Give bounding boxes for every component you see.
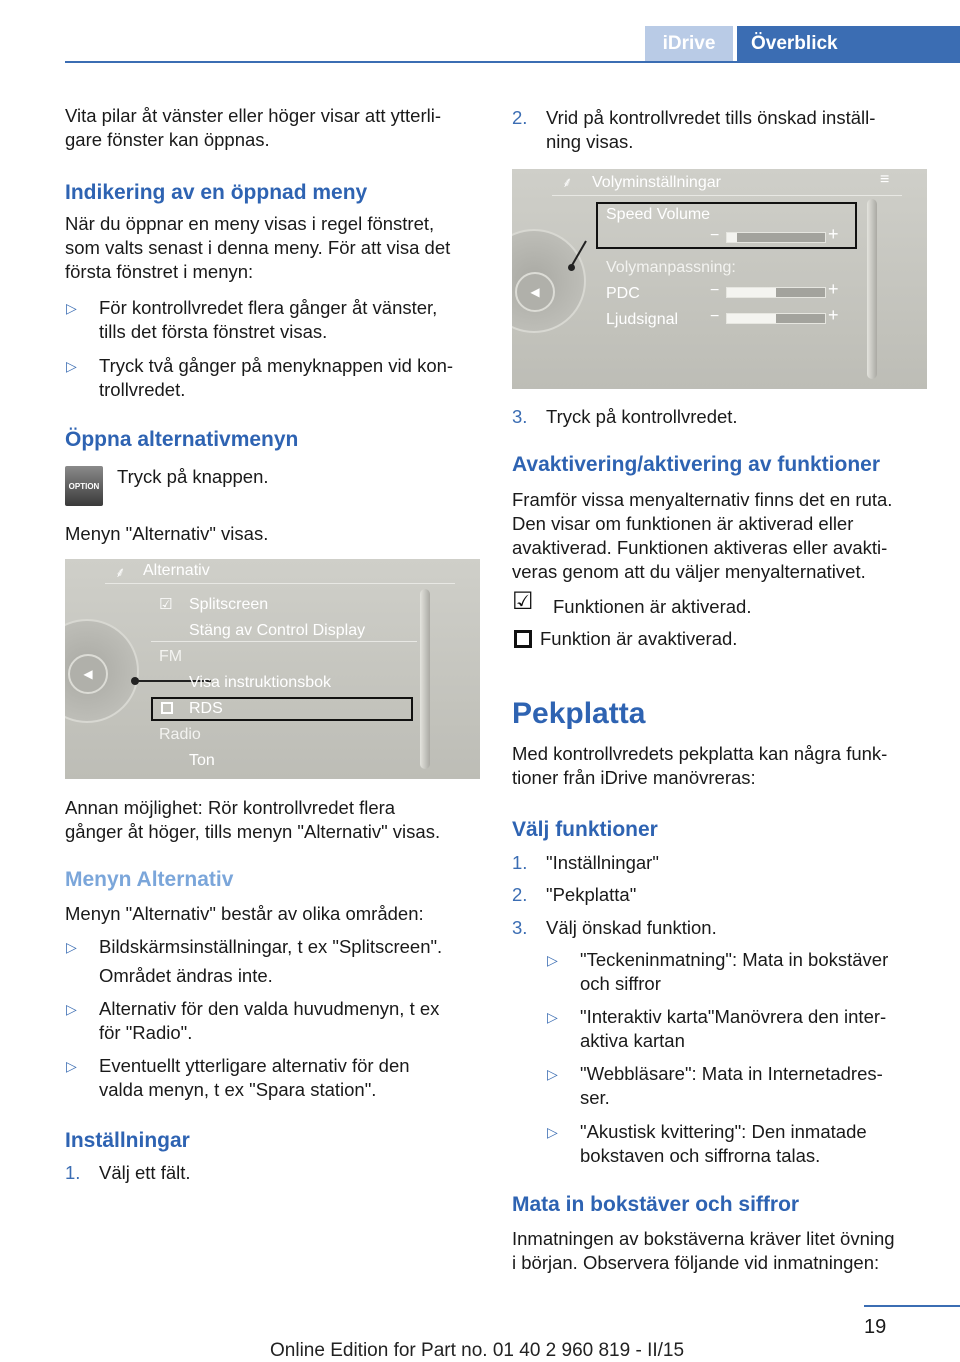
menyn-text: Menyn "Alternativ" består av olika områden: [65, 903, 424, 924]
menu-icon: ≡ [880, 171, 890, 188]
checked-box-icon: ☑ [512, 588, 534, 615]
setting-label: PDC [606, 285, 640, 302]
scrollbar [867, 199, 877, 379]
numbered-item: 1. "Inställningar" [512, 852, 659, 873]
header-tab-idrive: iDrive [645, 26, 733, 62]
menu-item: Visa instruktionsbok [189, 674, 331, 691]
numbered-item: 1. Välj ett fält. [65, 1162, 191, 1183]
unchecked-box-icon [514, 630, 532, 648]
numbered-item: 2. "Pekplatta" [512, 884, 637, 905]
numbered-item: 3. Välj önskad funktion. [512, 917, 717, 938]
setting-label: Ljudsignal [606, 311, 679, 328]
list-item: ▷ Tryck två gånger på menyknappen vid kon- trollvredet. [66, 355, 454, 400]
item-number: 1. [65, 1162, 81, 1183]
triangle-bullet-icon: ▷ [547, 1124, 558, 1140]
volume-slider [726, 232, 826, 243]
heading-valj-funktioner: Välj funktioner [512, 818, 658, 841]
annan-text: Annan möjlighet: Rör kontrollvredet flera gånger åt höger, tills menyn "Alternativ" visas. [65, 797, 441, 842]
list-item: ▷ "Teckeninmatning": Mata in bokstäver och siffror [547, 949, 889, 994]
list-item: ▷ För kontrollvredet flera gånger åt vänster, tills det första fönstret visas. [66, 297, 438, 342]
heading-installningar: Inställningar [65, 1129, 190, 1152]
item-number: 3. [512, 917, 528, 938]
list-item: ▷ "Interaktiv karta"Manövrera den inter- aktiva kartan [547, 1006, 887, 1051]
option-button-label: OPTION [68, 481, 100, 491]
list-item: ▷ Bildskärmsinställningar, t ex "Splitscreen". [66, 936, 443, 957]
heading-indikering: Indikering av en öppnad meny [65, 181, 368, 204]
numbered-item: 2. Vrid på kontrollvredet tills önskad inställ- ning visas. [512, 107, 876, 152]
heading-mata-in: Mata in bokstäver och siffror [512, 1193, 800, 1216]
avaktivering-text: Framför vissa menyalternativ finns det en ruta. Den visar om funktionen är aktiverad eller avaktiverad. Funktionen aktiveras eller avakti- veras genom att du väljer menyalternativet. [512, 489, 893, 582]
section-label: Volymanpassning: [606, 259, 736, 276]
list-item: ▷ Eventuellt ytterligare alternativ för den valda menyn, t ex "Spara station". [66, 1055, 410, 1100]
screen-title: Volyminställningar [592, 174, 721, 191]
avaktiv-text: Funktion är avaktiverad. [540, 628, 738, 649]
chevron-left-icon: ◀ [515, 272, 555, 312]
option-button-icon [65, 466, 103, 506]
plus-icon: + [828, 305, 839, 325]
triangle-bullet-icon: ▷ [66, 358, 77, 374]
intro-text: Vita pilar åt vänster eller höger visar att ytterli- gare fönster kan öppnas. [65, 105, 441, 150]
menu-item: Ton [189, 752, 215, 769]
aktiv-text: Funktionen är aktiverad. [553, 596, 752, 617]
triangle-bullet-icon: ▷ [66, 1058, 77, 1074]
footer-rule [864, 1305, 960, 1307]
list-item: ▷ "Webbläsare": Mata in Internetadres- ser. [547, 1063, 883, 1108]
menyn-visas-text: Menyn "Alternativ" visas. [65, 523, 269, 544]
numbered-item: 3. Tryck på kontrollvredet. [512, 406, 738, 427]
list-item: ▷ Alternativ för den valda huvudmenyn, t ex för "Radio". [66, 998, 440, 1043]
item-number: 2. [512, 884, 528, 905]
triangle-bullet-icon: ▷ [66, 939, 77, 955]
plus-icon: + [828, 224, 839, 244]
screenshot-alternativ [65, 559, 480, 779]
heading-avaktivering: Avaktivering/aktivering av funktioner [512, 453, 881, 476]
menu-item: Splitscreen [189, 596, 269, 613]
triangle-bullet-icon: ▷ [66, 300, 77, 316]
menu-item: Stäng av Control Display [189, 622, 366, 639]
heading-pekplatta: Pekplatta [512, 697, 646, 730]
screenshot-volyminstallningar [512, 169, 927, 389]
check-icon: ☑ [159, 596, 173, 613]
divider [105, 583, 455, 584]
triangle-bullet-icon: ▷ [547, 1066, 558, 1082]
indikering-text: När du öppnar en meny visas i regel fönstret, som valts senast i denna meny. För att visa det första fönstret i menyn: [65, 213, 451, 282]
header-rule [65, 61, 960, 63]
pekplatta-text: Med kontrollvredets pekplatta kan några funk- tioner från iDrive manövreras: [512, 743, 888, 788]
minus-icon: − [710, 282, 720, 299]
list-item: ▷ "Akustisk kvittering": Den inmatade bokstaven och siffrorna talas. [547, 1121, 867, 1166]
minus-icon: − [710, 227, 720, 244]
edition-text: Online Edition for Part no. 01 40 2 960 819 - II/15 [270, 1340, 685, 1361]
divider [552, 195, 902, 196]
antenna-icon: ⸙ [562, 174, 573, 190]
header-tab-overblick: Överblick [737, 26, 960, 62]
screen-title: Alternativ [143, 562, 210, 579]
item-number: 1. [512, 852, 528, 873]
page-number: 19 [864, 1316, 887, 1338]
triangle-bullet-icon: ▷ [547, 1009, 558, 1025]
plus-icon: + [828, 279, 839, 299]
antenna-icon: ⸙ [115, 564, 126, 580]
mata-in-text: Inmatningen av bokstäverna kräver litet övning i början. Observera följande vid inmatningen: [512, 1228, 895, 1273]
scrollbar [420, 589, 430, 769]
item-number: 3. [512, 406, 528, 427]
triangle-bullet-icon: ▷ [547, 952, 558, 968]
section-label: Radio [159, 726, 201, 743]
menu-item: RDS [189, 700, 223, 717]
list-item-note: Området ändras inte. [99, 965, 273, 986]
heading-oppna: Öppna alternativmenyn [65, 428, 299, 451]
divider [151, 641, 417, 642]
heading-menyn-alternativ: Menyn Alternativ [65, 868, 234, 891]
triangle-bullet-icon: ▷ [66, 1001, 77, 1017]
checkbox-icon [161, 702, 173, 714]
minus-icon: − [710, 308, 720, 325]
setting-label: Speed Volume [606, 206, 711, 223]
tryck-text: Tryck på knappen. [117, 466, 269, 487]
chevron-left-icon: ◀ [68, 654, 108, 694]
section-label: FM [159, 648, 183, 665]
item-number: 2. [512, 107, 528, 128]
volume-slider [726, 313, 826, 324]
volume-slider [726, 287, 826, 298]
